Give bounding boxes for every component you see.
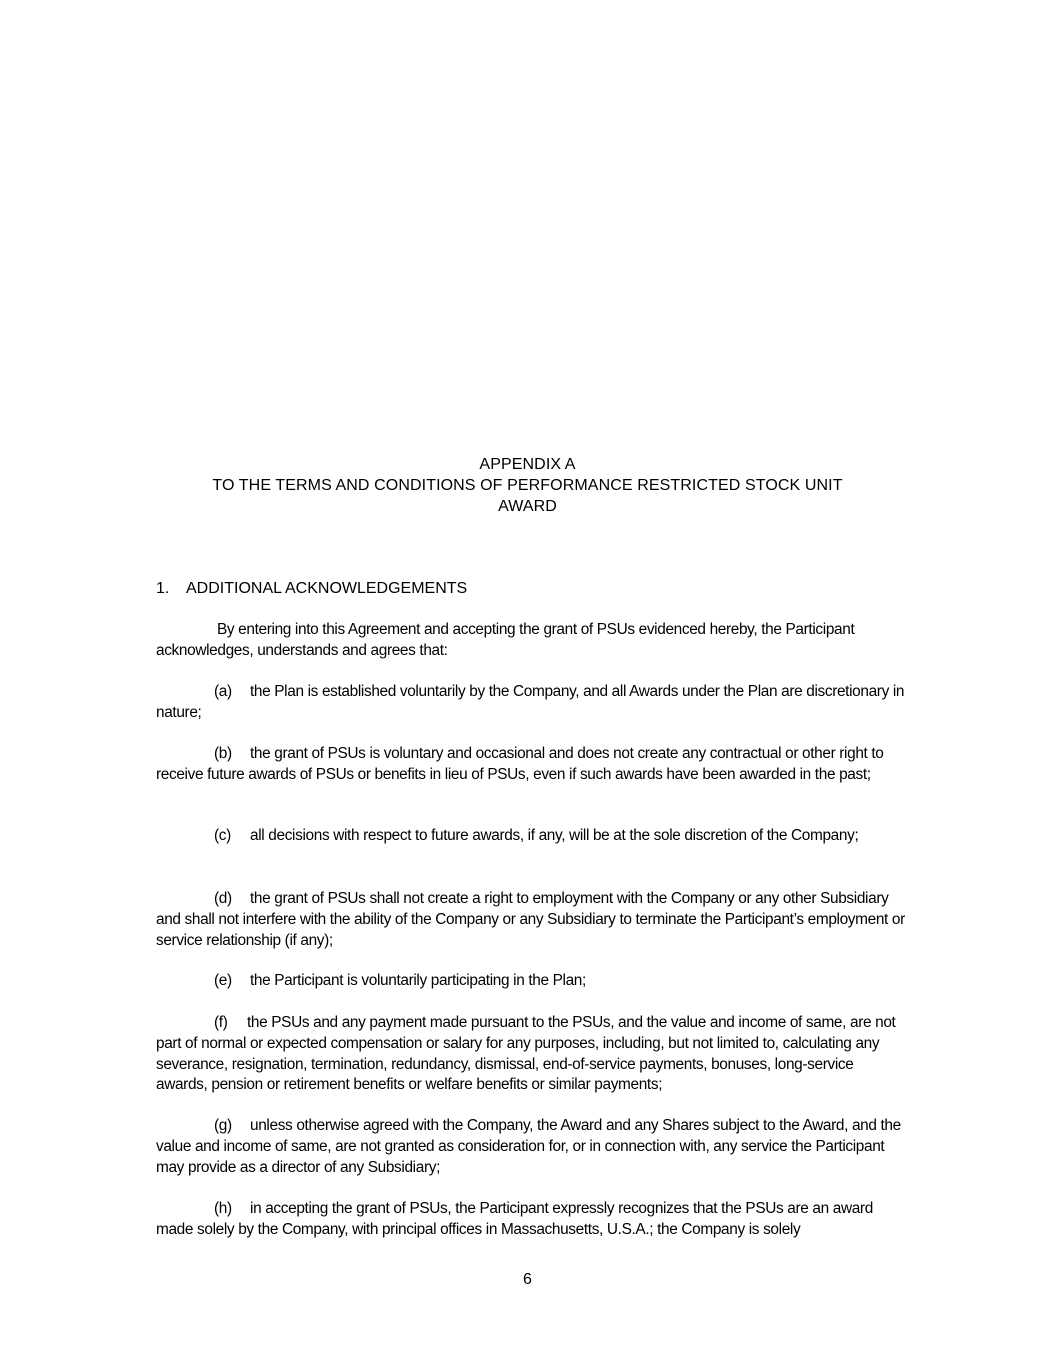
item-label: (d) [214, 890, 232, 907]
item-text: the grant of PSUs is voluntary and occasional and does not create any contractual or other right to receive future awards of PSUs or benefits in lieu of PSUs, even if such awards have been awarded in the past; [156, 745, 884, 783]
item-label: (g) [214, 1117, 232, 1134]
appendix-heading [150, 454, 905, 517]
item-label: (c) [214, 827, 231, 844]
item-label: (e) [214, 972, 232, 989]
list-item [156, 744, 906, 786]
item-label: (h) [214, 1200, 232, 1217]
item-text: the Plan is established voluntarily by the Company, and all Awards under the Plan are discretionary in nature; [156, 683, 905, 721]
list-item [156, 1199, 906, 1241]
item-text: all decisions with respect to future awards, if any, will be at the sole discretion of the Company; [250, 827, 859, 844]
intro-text: By entering into this Agreement and accepting the grant of PSUs evidenced hereby, the Participant acknowledges, understands and agrees that: [156, 621, 855, 659]
item-text: unless otherwise agreed with the Company, the Award and any Shares subject to the Award, and the value and income of same, are not granted as consideration for, or in connection with, any service the Participant may provide as a director of any Subsidiary; [156, 1117, 901, 1176]
heading-line-1: APPENDIX A [479, 456, 576, 473]
item-label: (b) [214, 745, 232, 762]
item-label: (a) [214, 683, 232, 700]
section-title [156, 578, 467, 599]
section-number: 1. [156, 580, 170, 597]
heading-line-2: TO THE TERMS AND CONDITIONS OF PERFORMANCE RESTRICTED STOCK UNIT [212, 477, 843, 494]
list-item [156, 682, 906, 724]
item-text: the grant of PSUs shall not create a right to employment with the Company or any other Subsidiary and shall not interfere with the ability of the Company or any Subsidiary to terminate the Participant’s employment or service relationship (if any); [156, 890, 905, 949]
list-item [156, 889, 906, 951]
list-item [156, 826, 906, 847]
item-label: (f) [214, 1014, 228, 1031]
page-number: 6 [523, 1271, 532, 1288]
section-title-text: ADDITIONAL ACKNOWLEDGEMENTS [186, 580, 468, 597]
item-text: the PSUs and any payment made pursuant to the PSUs, and the value and income of same, are not part of normal or expected compensation or salary for any purposes, including, but not limited to, calculating any severance, resignation, termination, redundancy, dismissal, end-of-service payments, bonuses, long-service awards, pension or retirement benefits or welfare benefits or similar payments; [156, 1014, 896, 1094]
item-text: in accepting the grant of PSUs, the Participant expressly recognizes that the PSUs are an award made solely by the Company, with principal offices in Massachusetts, U.S.A.; the Company is solely [156, 1200, 873, 1238]
list-item [156, 1116, 906, 1178]
intro-paragraph [156, 620, 906, 662]
list-item [156, 971, 906, 992]
item-text: the Participant is voluntarily participating in the Plan; [250, 972, 586, 989]
list-item [156, 1013, 906, 1096]
heading-line-3: AWARD [498, 498, 557, 515]
